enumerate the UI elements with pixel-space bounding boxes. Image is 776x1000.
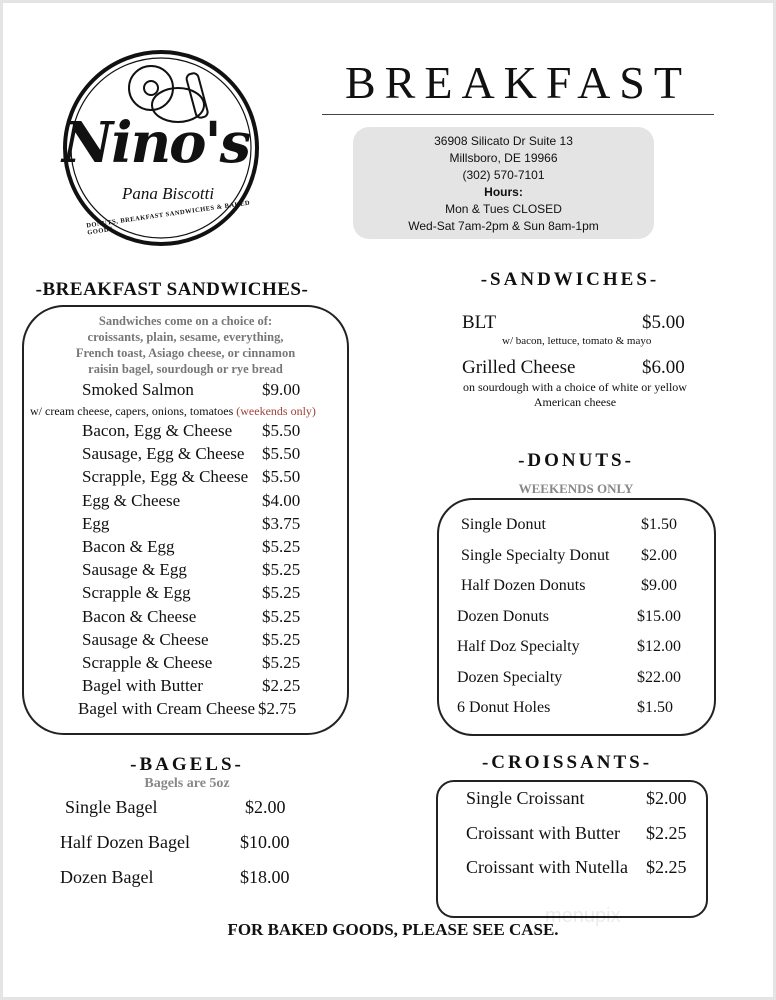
item-price: $2.00 — [245, 797, 286, 817]
menu-item — [24, 699, 347, 722]
page-title: BREAKFAST — [345, 57, 691, 108]
menu-item — [439, 577, 714, 600]
item-price: $9.00 — [641, 577, 677, 594]
item-price: $2.25 — [646, 822, 687, 843]
item-name: Smoked Salmon — [82, 380, 194, 399]
item-price: $10.00 — [240, 832, 290, 852]
item-price: $5.25 — [262, 606, 301, 626]
phone: (302) 570-7101 — [462, 168, 545, 182]
item-price: $15.00 — [637, 607, 681, 625]
menu-item — [438, 788, 706, 811]
menu-item — [24, 653, 347, 676]
item-desc: w/ cream cheese, capers, onions, tomatoes — [30, 404, 234, 418]
menu-item — [439, 638, 714, 661]
item-name: Single Donut — [461, 516, 546, 533]
menu-item — [24, 583, 347, 606]
menu-item — [24, 676, 347, 699]
item-name: Half Dozen Donuts — [461, 577, 586, 594]
menu-item — [0, 867, 340, 890]
menu-item — [24, 491, 347, 514]
footer-note: FOR BAKED GOODS, PLEASE SEE CASE. — [227, 920, 559, 939]
breakfast-sandwiches-box — [22, 305, 349, 735]
bagels-note: Bagels are 5oz — [144, 776, 230, 791]
item-name: Bagel with Cream Cheese — [78, 699, 256, 719]
item-name: Scrapple & Egg — [82, 583, 191, 603]
donuts-note: WEEKENDS ONLY — [518, 481, 634, 496]
menu-item — [24, 537, 347, 560]
croissants-title: -CROISSANTS- — [481, 752, 653, 773]
menu-item — [439, 547, 714, 570]
item-price: $5.50 — [262, 421, 301, 440]
menu-item — [439, 699, 714, 722]
item-desc-line: American cheese — [533, 395, 617, 409]
menu-item — [439, 608, 714, 631]
item-name: Half Dozen Bagel — [60, 832, 190, 852]
item-name: Sausage, Egg & Cheese — [82, 444, 245, 464]
address-line-2: Millsboro, DE 19966 — [449, 151, 558, 165]
menu-item — [0, 797, 340, 820]
menu-item-grilled-cheese — [440, 357, 710, 417]
item-name: Bacon, Egg & Cheese — [82, 421, 233, 440]
item-price: $9.00 — [262, 380, 301, 399]
item-name: Scrapple & Cheese — [82, 653, 213, 672]
item-name: Single Specialty Donut — [461, 546, 610, 564]
item-name: Sausage & Egg — [82, 560, 187, 580]
bagels-title: -BAGELS- — [130, 754, 244, 775]
item-name: 6 Donut Holes — [457, 699, 551, 716]
donuts-box — [437, 498, 716, 736]
item-desc — [440, 380, 710, 410]
item-name: Sausage & Cheese — [82, 629, 209, 649]
item-name: Single Bagel — [65, 797, 158, 817]
item-price: $5.50 — [262, 444, 301, 464]
info-box — [353, 127, 654, 239]
item-name: Egg — [82, 513, 110, 533]
item-price: $5.25 — [262, 653, 301, 672]
menu-item-blt — [440, 312, 710, 352]
bread-note-line: raisin bagel, sourdough or rye bread — [88, 362, 283, 376]
menu-item-smoked-salmon — [24, 380, 347, 403]
bread-note — [24, 313, 347, 377]
menu-item — [24, 630, 347, 653]
bread-note-line: Sandwiches come on a choice of: — [98, 314, 273, 328]
hours-label: Hours: — [484, 185, 523, 199]
item-price: $22.00 — [637, 668, 681, 686]
menu-item — [438, 823, 706, 846]
menu-item — [24, 607, 347, 630]
hours-2: Wed-Sat 7am-2pm & Sun 8am-1pm — [408, 219, 599, 233]
donuts-title: -DONUTS- — [518, 450, 634, 471]
item-price: $18.00 — [240, 867, 290, 887]
menu-item — [24, 467, 347, 490]
logo-tagline: DONUTS, BREAKFAST SANDWICHES & BAKED GOODS — [85, 199, 251, 237]
croissants-box — [436, 780, 708, 918]
sandwiches-title: -SANDWICHES- — [480, 269, 660, 290]
item-name: Croissant with Butter — [466, 822, 620, 843]
item-desc-line: on sourdough with a choice of white or yellow — [463, 380, 687, 394]
item-price: $3.75 — [262, 513, 301, 533]
weekends-only-flag: (weekends only) — [236, 404, 316, 418]
item-name: BLT — [462, 312, 497, 333]
item-price: $4.00 — [262, 490, 301, 510]
item-price: $5.25 — [262, 560, 301, 580]
bread-note-line: croissants, plain, sesame, everything, — [87, 330, 284, 344]
item-price: $5.25 — [262, 537, 301, 556]
item-price: $6.00 — [642, 357, 685, 378]
item-name: Bacon & Cheese — [82, 606, 197, 626]
breakfast-sandwiches-title: -BREAKFAST SANDWICHES- — [35, 279, 309, 300]
item-name: Half Doz Specialty — [457, 638, 580, 655]
menu-item — [439, 669, 714, 692]
item-price: $12.00 — [637, 638, 681, 655]
bread-note-line: French toast, Asiago cheese, or cinnamon — [75, 346, 296, 360]
item-name: Grilled Cheese — [462, 357, 576, 378]
item-name: Bacon & Egg — [82, 537, 175, 556]
item-price: $2.25 — [262, 676, 301, 696]
item-price: $5.00 — [642, 312, 685, 333]
item-price: $2.25 — [646, 857, 687, 877]
item-name: Single Croissant — [466, 788, 585, 808]
address-line-1: 36908 Silicato Dr Suite 13 — [434, 134, 573, 148]
menu-item — [24, 560, 347, 583]
item-name: Dozen Bagel — [60, 867, 154, 887]
menu-item — [24, 421, 347, 444]
item-price: $5.25 — [262, 629, 301, 649]
logo-name: Nino's — [62, 110, 250, 176]
item-name: Scrapple, Egg & Cheese — [82, 467, 249, 487]
title-divider — [322, 114, 714, 115]
menu-item — [438, 857, 706, 880]
menu-item — [439, 516, 714, 539]
watermark: menupix — [545, 905, 621, 927]
item-price: $1.50 — [637, 699, 673, 716]
item-price: $2.00 — [641, 546, 677, 564]
item-price: $5.50 — [262, 467, 301, 487]
item-name: Croissant with Nutella — [466, 857, 628, 877]
item-price: $1.50 — [641, 516, 677, 533]
item-name: Bagel with Butter — [82, 676, 203, 696]
item-desc: w/ bacon, lettuce, tomato & mayo — [502, 335, 652, 347]
logo — [56, 48, 266, 248]
salmon-desc — [30, 404, 316, 419]
logo-subtitle: Pana Biscotti — [122, 184, 215, 203]
menu-item — [0, 832, 340, 855]
item-name: Dozen Donuts — [457, 607, 549, 625]
item-name: Egg & Cheese — [82, 490, 181, 510]
item-price: $2.75 — [258, 699, 297, 719]
item-name: Dozen Specialty — [457, 668, 563, 686]
menu-item — [24, 444, 347, 467]
hours-1: Mon & Tues CLOSED — [445, 202, 562, 216]
menu-item — [24, 514, 347, 537]
item-price: $5.25 — [262, 583, 301, 603]
item-price: $2.00 — [646, 788, 687, 808]
